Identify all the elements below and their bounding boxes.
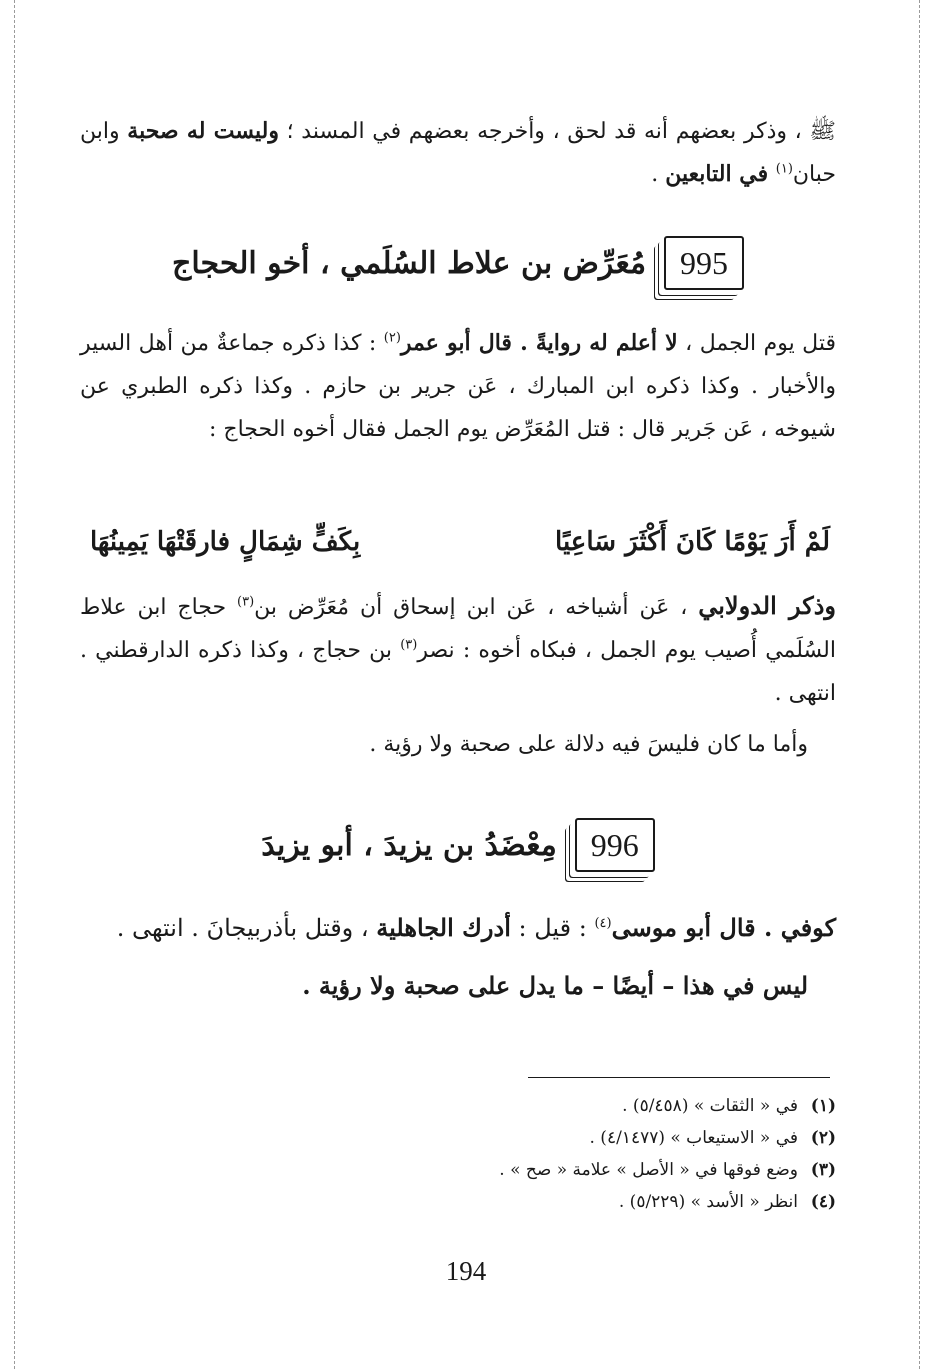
intro-text: ﷺ ، وذكر بعضهم أنه قد لحق ، وأخرجه بعضهم في المسند ؛ وليست له صحبة وابن حبان$^{(١)}$ في التابعين . xyxy=(80,118,836,187)
left-margin-guide xyxy=(14,0,15,1369)
footnote-ref[interactable]: (٣) xyxy=(237,594,255,610)
verse-second-hemistich: بِكَفٍّ شِمَالٍ فارقَتْهَا يَمِينُهَا xyxy=(90,527,361,557)
footnote-ref[interactable]: (١) xyxy=(775,161,793,177)
intro-paragraph xyxy=(80,110,836,196)
footnote-item: (٣)وضع فوقها في « الأصل » علامة « صح » . xyxy=(499,1160,836,1180)
footnote-ref[interactable]: (٣) xyxy=(400,637,418,653)
footnotes xyxy=(300,1090,836,1218)
entry-996-body xyxy=(80,906,836,1007)
footnote-divider xyxy=(528,1077,830,1078)
page-number: 194 xyxy=(445,1256,487,1286)
footnote-ref[interactable]: (٢) xyxy=(383,330,401,346)
verse-first-hemistich: لَمْ أَرَ يَوْمًا كَانَ أَكْثَرَ سَاعِيًا xyxy=(555,527,830,557)
entry-996-paragraph-2: ليس في هذا – أيضًا – ما يدل على صحبة ولا رؤية . xyxy=(302,971,808,1000)
entry-995-paragraph-2: وذكر الدولابي ، عَن أشياخه ، عَن ابن إسحاق أن مُعَرِّض بن$^{(٣)}$ حجاج ابن علاط السُلَمي أُصيب يوم الجمل ، فبكاه أخوه : نصر$^{(٣)}$ بن حجاج ، وكذا ذكره الدارقطني . انتهى . xyxy=(80,591,836,706)
entry-995-body xyxy=(80,322,836,451)
poem-verse xyxy=(90,527,830,557)
footnote-item: (٤)انظر « الأسد » (٥/٢٢٩) . xyxy=(618,1192,836,1212)
entry-number-box: 996 xyxy=(575,818,655,872)
entry-995-paragraph-3: وأما ما كان فليسَ فيه دلالة على صحبة ولا رؤية . xyxy=(369,732,808,757)
entry-995-body-2 xyxy=(80,584,836,766)
entry-996-heading xyxy=(80,818,836,872)
footnote-ref[interactable]: (٤) xyxy=(594,916,612,931)
footnote-item: (٢)في « الاستيعاب » (٤/١٤٧٧) . xyxy=(589,1128,836,1148)
entry-995-paragraph: قتل يوم الجمل ، لا أعلم له روايةً . قال أبو عمر$^{(٢)}$ : كذا ذكره جماعةٌ من أهل السير والأخبار . وكذا ذكره ابن المبارك ، عَن جرير بن حازم . وكذا ذكره الطبري عن شيوخه ، عَن جَرير قال : قتل المُعَرِّض يوم الجمل فقال أخوه الحجاج : xyxy=(80,330,836,442)
footnote-item: (١)في « الثقات » (٥/٤٥٨) . xyxy=(622,1096,836,1116)
entry-996-paragraph: كوفي . قال أبو موسى$^{(٤)}$ : قيل : أدرك الجاهلية ، وقتل بأذربيجانَ . انتهى . xyxy=(116,913,836,942)
entry-title: مُعَرِّض بن علاط السُلَمي ، أخو الحجاج xyxy=(171,245,647,281)
entry-number-box: 995 xyxy=(664,236,744,290)
entry-995-heading xyxy=(80,236,836,290)
right-margin-guide xyxy=(919,0,920,1369)
entry-title: مِعْضَدُ بن يزيدَ ، أبو يزيدَ xyxy=(261,827,557,863)
